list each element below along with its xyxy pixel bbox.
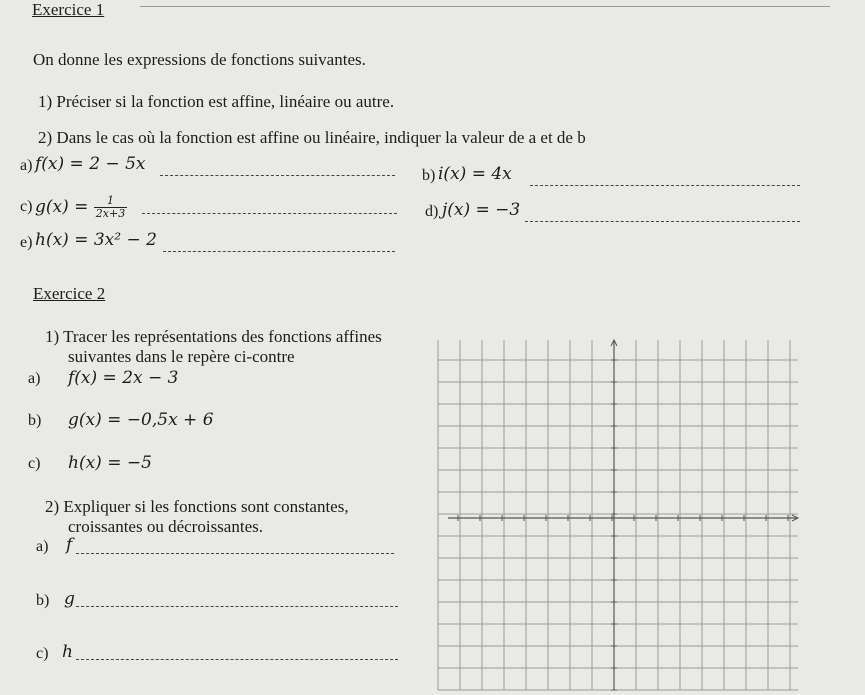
exercise1-question2: 2) Dans le cas où la fonction est affine ou linéaire, indiquer la valeur de a et de b xyxy=(38,128,586,147)
answer-a-label: a) xyxy=(36,538,49,555)
function-c-expression: h(x) = −5 xyxy=(68,453,152,473)
function-a-label: a) xyxy=(28,370,41,387)
item-e-label: e) xyxy=(20,234,33,251)
answer-b-function-name: g xyxy=(64,589,75,609)
item-b-expression: i(x) = 4x xyxy=(438,164,512,184)
answer-b-label: b) xyxy=(36,592,50,609)
item-a-label: a) xyxy=(20,157,33,174)
function-a-expression: f(x) = 2x − 3 xyxy=(68,368,179,388)
exercise2-question2-line2: croissantes ou décroissantes. xyxy=(68,517,263,536)
exercise2-title: Exercice 2 xyxy=(33,284,106,303)
function-b-expression: g(x) = −0,5x + 6 xyxy=(68,410,214,430)
exercise2-question1-line2: suivantes dans le repère ci-contre xyxy=(68,347,295,366)
item-e-expression: h(x) = 3x² − 2 xyxy=(35,230,157,250)
item-b-label: b) xyxy=(422,167,436,184)
item-c-lhs: g(x) = xyxy=(35,197,89,217)
fraction-denominator: 2x+3 xyxy=(95,207,126,220)
exercise1-title: Exercice 1 xyxy=(32,0,105,19)
item-d-label: d) xyxy=(425,203,439,220)
exercise2-question2-line1: 2) Expliquer si les fonctions sont constantes, xyxy=(45,497,349,516)
answer-c-function-name: h xyxy=(62,642,73,662)
exercise1-intro: On donne les expressions de fonctions suivantes. xyxy=(33,50,366,69)
exercise1-question1: 1) Préciser si la fonction est affine, linéaire ou autre. xyxy=(38,92,395,111)
item-c-label: c) xyxy=(20,198,33,215)
function-b-label: b) xyxy=(28,412,42,429)
exercise2-question1-line1: 1) Tracer les représentations des fonctions affines xyxy=(45,327,382,346)
item-d-expression: j(x) = −3 xyxy=(442,200,521,220)
item-a-expression: f(x) = 2 − 5x xyxy=(35,154,146,174)
answer-a-function-name: f xyxy=(66,535,73,555)
fraction-numerator: 1 xyxy=(94,195,127,208)
answer-c-label: c) xyxy=(36,645,49,662)
function-c-label: c) xyxy=(28,455,41,472)
